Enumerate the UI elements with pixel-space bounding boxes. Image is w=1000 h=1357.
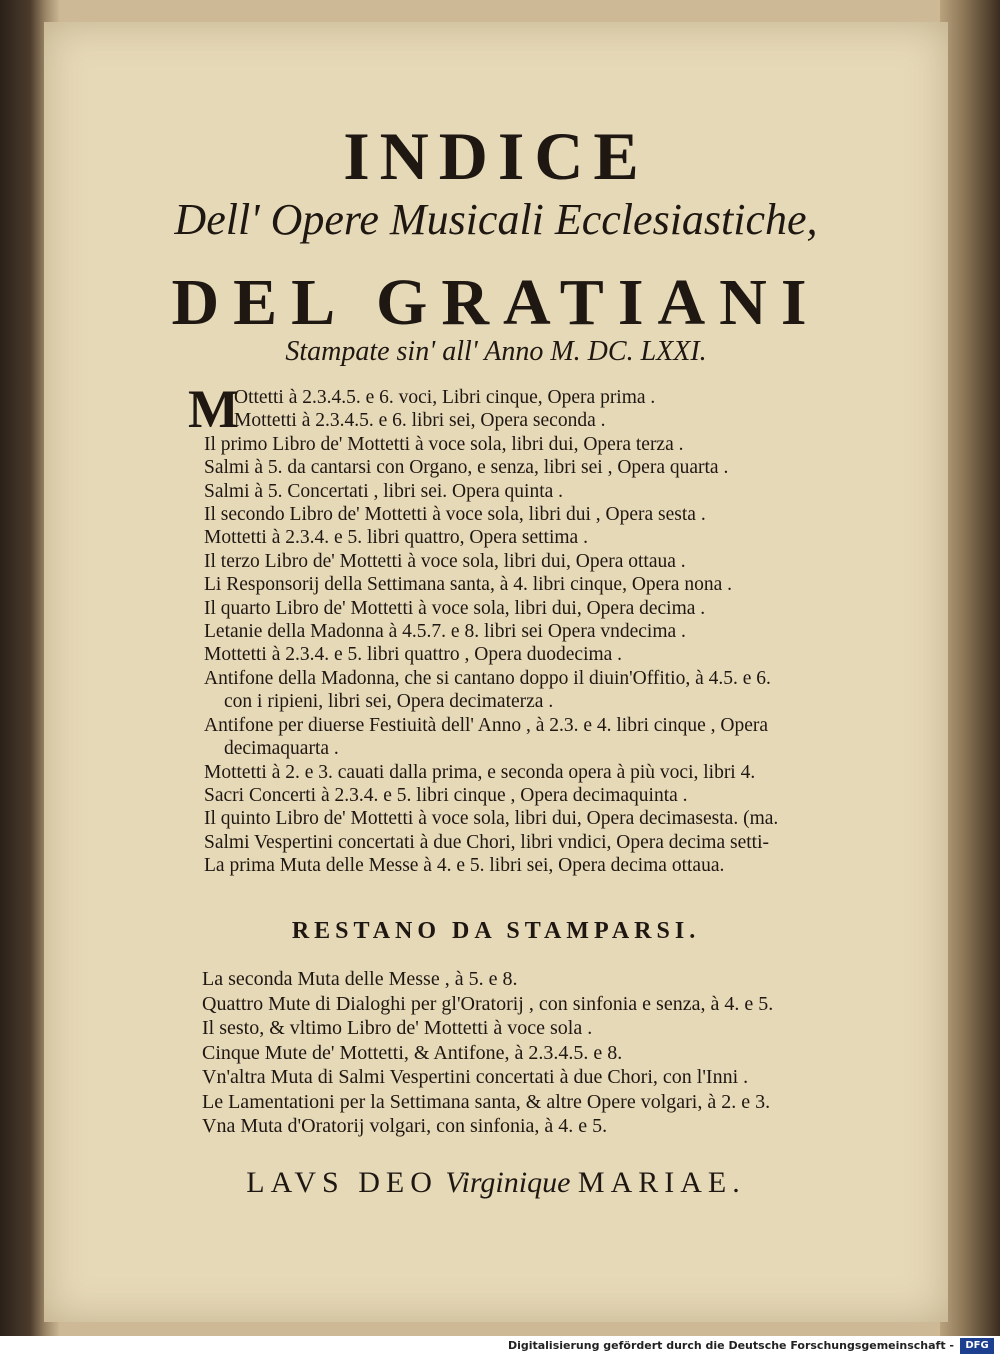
work-line: Li Responsorij della Settimana santa, à 4. libri cinque, Opera nona . xyxy=(204,574,732,596)
work-line: La prima Muta delle Messe à 4. e 5. libri sei, Opera decima ottaua. xyxy=(204,855,725,877)
pending-line: Il sesto, & vltimo Libro de' Mottetti à voce sola . xyxy=(202,1017,593,1039)
closing-line xyxy=(44,1166,948,1200)
virginique: Virginique xyxy=(445,1166,571,1199)
work-line: Antifone della Madonna, che si cantano doppo il diuin'Offitio, à 4.5. e 6. xyxy=(204,667,771,689)
pending-line: Vn'altra Muta di Salmi Vespertini concertati à due Chori, con l'Inni . xyxy=(202,1066,749,1088)
work-line: Salmi Vespertini concertati à due Chori, libri vndici, Opera decima setti- xyxy=(204,831,769,853)
title-printed: Stampate sin' all' Anno M. DC. LXXI. xyxy=(285,336,707,367)
footer-credit: Digitalisierung gefördert durch die Deutsche Forschungsgemeinschaft - xyxy=(507,1339,954,1352)
work-line-continued: decimaquarta . xyxy=(224,738,339,760)
work-line: Il primo Libro de' Mottetti à voce sola, libri dui, Opera terza . xyxy=(204,433,684,455)
dropcap: M xyxy=(188,379,239,439)
mariae: MARIAE. xyxy=(577,1166,746,1199)
pending-line: La seconda Muta delle Messe , à 5. e 8. xyxy=(202,968,518,990)
pending-line: Vna Muta d'Oratorij volgari, con sinfonia, à 4. e 5. xyxy=(202,1115,608,1137)
title-sub: Dell' Opere Musicali Ecclesiastiche, xyxy=(174,195,818,244)
work-line: Mottetti à 2.3.4. e 5. libri quattro , Opera duodecima . xyxy=(204,644,623,666)
work-line: Mottetti à 2. e 3. cauati dalla prima, e seconda opera à più voci, libri 4. xyxy=(204,761,756,783)
pending-line: Cinque Mute de' Mottetti, & Antifone, à 2.3.4.5. e 8. xyxy=(202,1041,623,1064)
work-line: Letanie della Madonna à 4.5.7. e 8. libri sei Opera vndecima . xyxy=(204,621,686,643)
works-list xyxy=(188,379,948,878)
pending-line: Le Lamentationi per la Settimana santa, & altre Opere volgari, à 2. e 3. xyxy=(202,1090,771,1113)
work-line: Il quinto Libro de' Mottetti à voce sola, libri dui, Opera decimasesta. (ma. xyxy=(204,808,779,830)
work-line: Salmi à 5. da cantarsi con Organo, e senza, libri sei , Opera quarta . xyxy=(204,457,729,479)
book-page xyxy=(44,22,948,1322)
footer-bar xyxy=(0,1336,1000,1357)
pending-line: Quattro Mute di Dialoghi per gl'Oratorij , con sinfonia e senza, à 4. e 5. xyxy=(202,992,774,1015)
title-main: INDICE xyxy=(343,118,649,194)
section-heading: RESTANO DA STAMPARSI. xyxy=(291,918,701,944)
work-line: Antifone per diuerse Festiuità dell' Anno , à 2.3. e 4. libri cinque , Opera xyxy=(204,714,768,736)
work-line-continued: con i ripieni, libri sei, Opera decimaterza . xyxy=(224,691,554,713)
work-line: Salmi à 5. Concertati , libri sei. Opera quinta . xyxy=(204,480,564,502)
title-author: DEL GRATIANI xyxy=(171,266,821,339)
work-line: Mottetti à 2.3.4.5. e 6. libri sei, Opera seconda . xyxy=(234,410,606,432)
laus-deo: LAVS DEO xyxy=(246,1166,438,1199)
dfg-logo-icon: DFG xyxy=(960,1338,994,1354)
work-line: Il secondo Libro de' Mottetti à voce sola, libri dui , Opera sesta . xyxy=(204,504,706,526)
work-line: Il terzo Libro de' Mottetti à voce sola, libri dui, Opera ottaua . xyxy=(204,550,686,572)
work-line: Ottetti à 2.3.4.5. e 6. voci, Libri cinque, Opera prima . xyxy=(234,387,656,408)
work-line: Il quarto Libro de' Mottetti à voce sola, libri dui, Opera decima . xyxy=(204,597,706,619)
pending-list xyxy=(202,967,942,1139)
work-line: Mottetti à 2.3.4. e 5. libri quattro, Opera settima . xyxy=(204,527,588,549)
work-line: Sacri Concerti à 2.3.4. e 5. libri cinque , Opera decimaquinta . xyxy=(204,784,688,806)
page-edge xyxy=(940,0,1000,1336)
